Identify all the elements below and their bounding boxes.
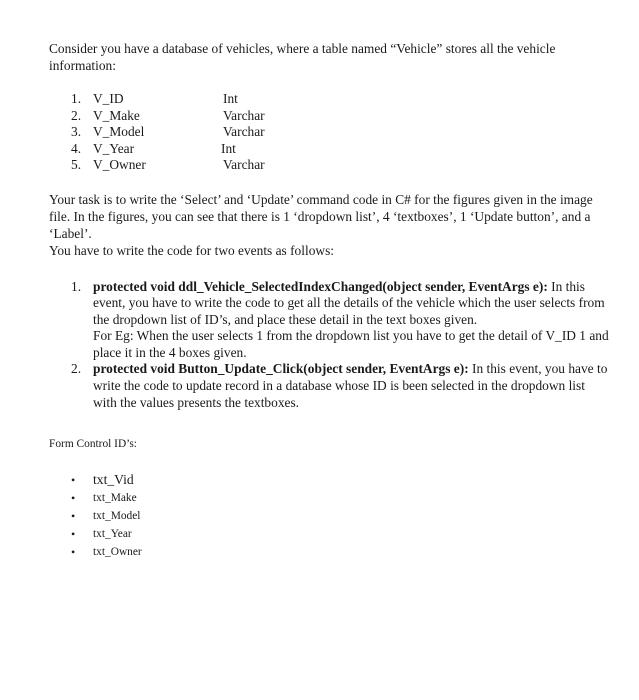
field-type: Int [221,140,236,156]
form-id-label: txt_Owner [93,546,142,559]
task-events-intro: You have to write the code for two events as follows: [49,242,334,258]
field-list [71,91,609,174]
field-row [71,124,609,141]
bullet-icon: • [71,509,76,524]
event-item [71,361,609,411]
field-number: 3. [71,124,82,139]
event-body [93,361,609,411]
event-number: 2. [71,361,82,377]
list-item [71,543,609,561]
field-name: V_Year [93,140,135,156]
field-number: 2. [71,107,82,123]
event-body [93,279,609,362]
bullet-icon: • [71,473,76,488]
event-description: In this event, you have to write the code to update record in a database whose ID is been selected in the dropdown list with the values presents the textboxes. [93,361,608,410]
field-type: Varchar [223,107,265,123]
event-description: In this event, you have to write the code to get all the details of the vehicle which the user selects from the dropdown list of ID’s, and place these detail in the text boxes given. [93,278,605,327]
event-signature: protected void ddl_Vehicle_SelectedIndexChanged(object sender, EventArgs e) [93,278,544,294]
event-number: 1. [71,278,82,294]
list-item [71,525,609,543]
list-item [71,507,609,525]
list-item [71,489,609,507]
task-paragraph: Your task is to write the ‘Select’ and ‘Update’ command code in C# for the figures given in the image file. In the figures, you can see that there is 1 ‘dropdown list’, 4 ‘textboxes’, 1 ‘Update button’, and a ‘Label’. [49,191,593,241]
form-ids-heading: Form Control ID’s: [49,438,137,451]
field-name: V_Owner [93,157,146,172]
field-type: Varchar [223,124,265,139]
event-signature-colon: : [464,361,469,377]
event-example: For Eg: When the user selects 1 from the dropdown list you have to get the detail of V_ID 1 and place it in the 4 boxes given. [93,328,609,360]
form-id-label: txt_Vid [93,472,134,488]
event-list [71,279,609,412]
event-signature: protected void Button_Update_Click(object sender, EventArgs e) [93,361,465,377]
field-number: 5. [71,157,82,172]
form-id-label: txt_Year [93,528,132,541]
form-id-label: txt_Make [93,492,137,505]
bullet-icon: • [71,527,76,542]
document-page [49,40,609,561]
field-name: V_Make [93,107,140,123]
form-id-label: txt_Model [93,510,141,523]
field-row [71,108,609,125]
intro-paragraph: Consider you have a database of vehicles, where a table named “Vehicle” stores all the vehicle information: [49,41,556,73]
list-item [71,471,609,489]
field-type: Int [223,91,238,106]
field-name: V_ID [93,91,124,106]
field-number: 1. [71,91,82,106]
field-type: Varchar [223,157,265,172]
field-name: V_Model [93,124,145,139]
field-row [71,157,609,174]
event-item [71,279,609,362]
field-row [71,91,609,108]
field-number: 4. [71,140,82,156]
field-row [71,141,609,158]
form-id-list [71,471,609,561]
bullet-icon: • [71,491,76,506]
bullet-icon: • [71,545,76,560]
event-signature-colon: : [543,278,548,294]
